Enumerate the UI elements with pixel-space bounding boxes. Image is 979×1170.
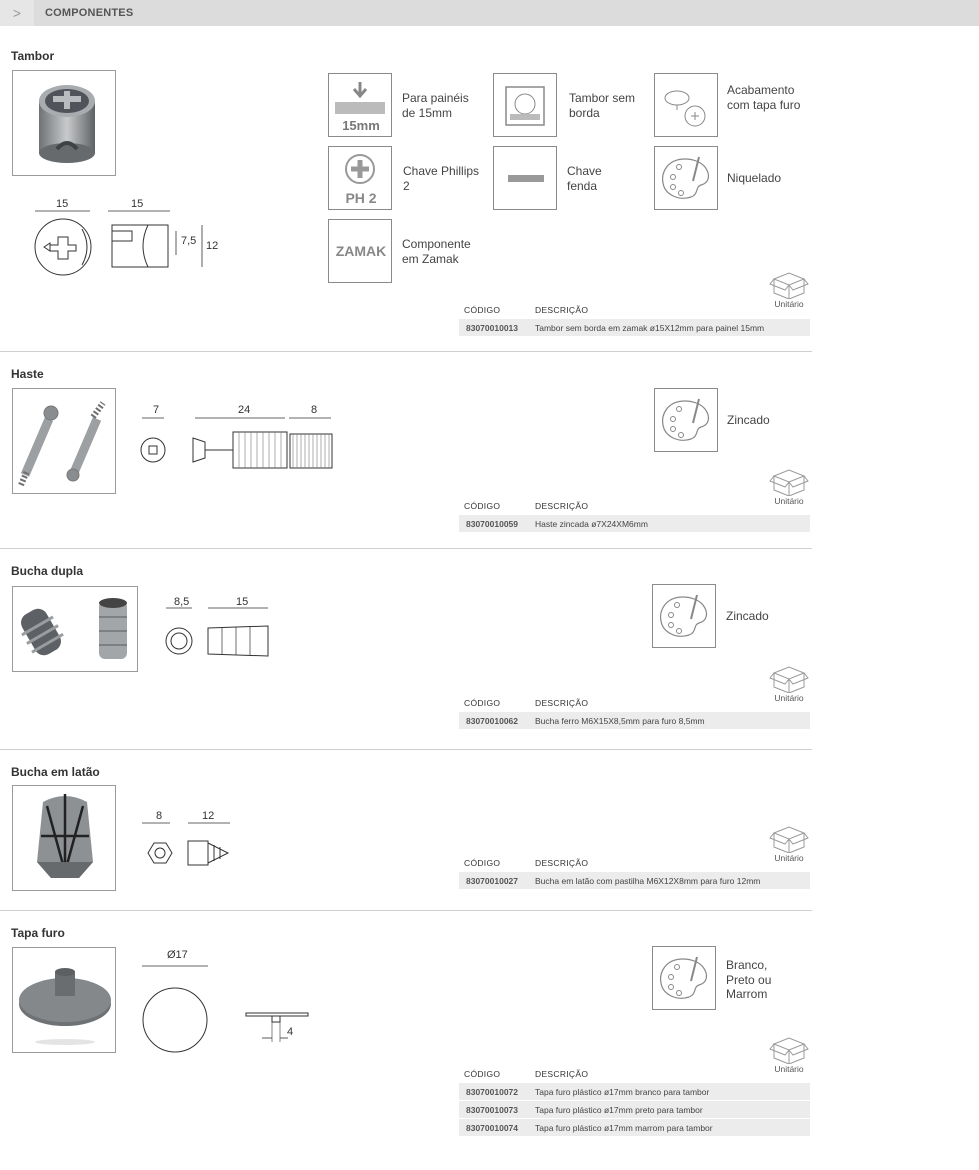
unit-label: Unitário <box>774 299 804 309</box>
dim-label: 12 <box>206 240 219 252</box>
product-photo-haste <box>12 388 116 494</box>
table-header <box>459 1065 810 1083</box>
palette-icon <box>654 388 718 452</box>
product-photo-tapa-furo <box>12 947 116 1053</box>
product-code: 83070010074 <box>466 1123 519 1133</box>
product-description: Tapa furo plástico ø17mm marrom para tambor <box>535 1123 713 1133</box>
finish-label: Zincado <box>726 609 769 623</box>
unit-label: Unitário <box>774 853 804 863</box>
table-row <box>459 712 810 730</box>
col-description: DESCRIÇÃO <box>535 858 589 868</box>
page-title: COMPONENTES <box>45 7 134 19</box>
dim-label: 8,5 <box>174 596 190 608</box>
picto-label: Chave fenda <box>567 164 602 193</box>
table-row <box>459 515 810 533</box>
section-header-bar <box>0 0 979 26</box>
finish-label: Branco, Preto ou Marrom <box>726 958 772 1001</box>
dim-label: 8 <box>311 404 318 416</box>
col-description: DESCRIÇÃO <box>535 1069 589 1079</box>
product-code: 83070010013 <box>466 323 519 333</box>
unit-label: Unitário <box>774 496 804 506</box>
col-code: CÓDIGO <box>464 305 501 315</box>
technical-drawing-bucha-latao <box>138 815 238 870</box>
technical-drawing-tambor <box>30 205 225 285</box>
dim-label: 12 <box>202 810 215 822</box>
product-code: 83070010059 <box>466 519 519 529</box>
product-table-tambor <box>459 301 810 337</box>
section-title-haste: Haste <box>11 367 44 381</box>
dim-label: 8 <box>156 810 163 822</box>
product-code: 83070010062 <box>466 716 519 726</box>
phillips-2-text: PH 2 <box>345 190 377 206</box>
picto-label: Tambor sem borda <box>569 91 636 120</box>
picto-label: Componente em Zamak <box>402 237 471 266</box>
phillips-2-icon <box>328 146 392 210</box>
product-table-haste <box>459 497 810 533</box>
picto-label: Chave Phillips 2 <box>403 164 480 193</box>
divider <box>0 749 812 750</box>
technical-drawing-tapa-furo <box>138 958 313 1058</box>
col-code: CÓDIGO <box>464 858 501 868</box>
table-row <box>459 1101 810 1119</box>
tapa-furo-finish-icon <box>654 73 718 137</box>
picto-label: Para painéis de 15mm <box>402 91 469 120</box>
product-code: 83070010073 <box>466 1105 519 1115</box>
chave-fenda-icon <box>493 146 557 210</box>
dim-label: 4 <box>287 1026 294 1038</box>
product-photo-bucha-dupla <box>12 586 138 672</box>
table-row <box>459 872 810 890</box>
technical-drawing-bucha-dupla <box>160 600 275 660</box>
dim-label: 7,5 <box>181 235 197 247</box>
finish-label: Niquelado <box>727 171 782 185</box>
product-description: Haste zincada ø7X24XM6mm <box>535 519 648 529</box>
finish-label: Zincado <box>727 413 770 427</box>
section-title-tapa-furo: Tapa furo <box>11 926 65 940</box>
product-description: Tapa furo plástico ø17mm preto para tambor <box>535 1105 703 1115</box>
palette-icon <box>652 946 716 1010</box>
product-table-bucha-dupla <box>459 694 810 730</box>
dim-label: 15 <box>131 198 144 210</box>
product-table-tapa-furo <box>459 1065 810 1137</box>
table-row <box>459 1083 810 1101</box>
unit-label: Unitário <box>774 1064 804 1074</box>
dim-label: Ø17 <box>167 949 188 961</box>
dim-label: 7 <box>153 404 160 416</box>
table-header <box>459 694 810 712</box>
table-header <box>459 301 810 319</box>
table-row <box>459 319 810 337</box>
divider <box>0 910 812 911</box>
table-header <box>459 854 810 872</box>
col-description: DESCRIÇÃO <box>535 501 589 511</box>
product-table-bucha-latao <box>459 854 810 890</box>
product-photo-bucha-latao <box>12 785 116 891</box>
col-code: CÓDIGO <box>464 501 501 511</box>
zamak-text: ZAMAK <box>335 243 387 259</box>
panel-15mm-text: 15mm <box>342 118 380 133</box>
product-description: Tapa furo plástico ø17mm branco para tambor <box>535 1087 710 1097</box>
product-photo-tambor <box>12 70 116 176</box>
section-title-bucha-dupla: Bucha dupla <box>11 564 84 578</box>
chevron-right-icon[interactable]: > <box>0 0 34 26</box>
technical-drawing-haste <box>135 410 340 480</box>
palette-icon <box>652 584 716 648</box>
product-description: Bucha ferro M6X15X8,5mm para furo 8,5mm <box>535 716 705 726</box>
product-code: 83070010072 <box>466 1087 519 1097</box>
divider <box>0 548 812 549</box>
product-code: 83070010027 <box>466 876 519 886</box>
tambor-sem-borda-icon <box>493 73 557 137</box>
col-code: CÓDIGO <box>464 1069 501 1079</box>
dim-label: 15 <box>56 198 69 210</box>
section-title-bucha-latao: Bucha em latão <box>11 765 100 779</box>
product-description: Tambor sem borda em zamak ø15X12mm para painel 15mm <box>535 323 765 333</box>
col-description: DESCRIÇÃO <box>535 305 589 315</box>
section-title-tambor: Tambor <box>11 49 55 63</box>
dim-label: 15 <box>236 596 249 608</box>
zamak-icon <box>328 219 392 283</box>
picto-label: Acabamento com tapa furo <box>727 83 801 112</box>
palette-icon <box>654 146 718 210</box>
unit-label: Unitário <box>774 693 804 703</box>
dim-label: 24 <box>238 404 251 416</box>
col-code: CÓDIGO <box>464 698 501 708</box>
product-description: Bucha em latão com pastilha M6X12X8mm para furo 12mm <box>535 876 761 886</box>
panel-15mm-icon <box>328 73 392 137</box>
table-header <box>459 497 810 515</box>
table-row <box>459 1119 810 1137</box>
divider <box>0 351 812 352</box>
col-description: DESCRIÇÃO <box>535 698 589 708</box>
